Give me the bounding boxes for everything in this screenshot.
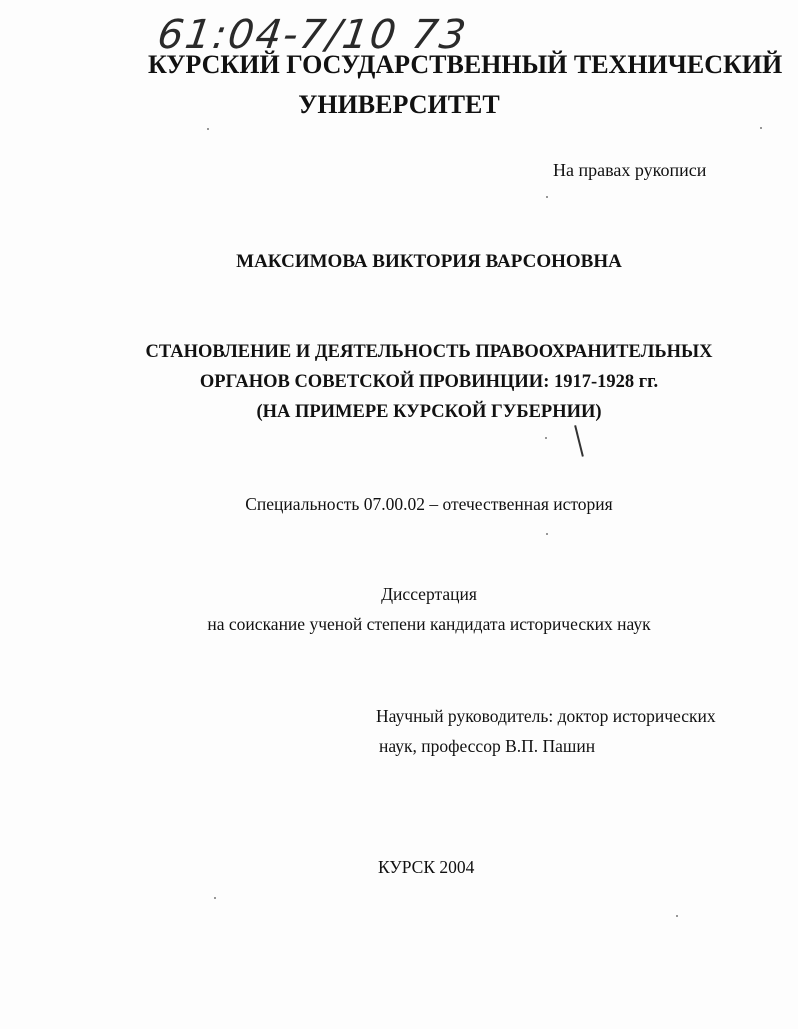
scan-speck (676, 915, 678, 917)
thesis-title-line1: СТАНОВЛЕНИЕ И ДЕЯТЕЛЬНОСТЬ ПРАВООХРАНИТЕЛЬНЫХ (145, 342, 713, 362)
degree-purpose-line: на соискание ученой степени кандидата исторических наук (207, 614, 651, 634)
university-name-line2: УНИВЕРСИТЕТ (298, 90, 500, 119)
pen-stroke-mark (574, 425, 583, 456)
scan-speck (214, 897, 216, 899)
supervisor-line1: Научный руководитель: доктор исторических (376, 706, 716, 726)
scan-speck (545, 437, 547, 439)
supervisor-line2: наук, профессор В.П. Пашин (379, 736, 596, 756)
scan-speck (546, 196, 548, 198)
handwritten-catalog-code: 61:04-7/10 73 (154, 12, 471, 58)
dissertation-label: Диссертация (381, 584, 477, 604)
university-name-line1: КУРСКИЙ ГОСУДАРСТВЕННЫЙ ТЕХНИЧЕСКИЙ (148, 50, 783, 79)
scan-speck (207, 128, 209, 130)
scan-speck (760, 127, 762, 129)
author-name: МАКСИМОВА ВИКТОРИЯ ВАРСОНОВНА (236, 251, 622, 272)
specialty-line: Специальность 07.00.02 – отечественная история (245, 494, 613, 514)
rights-note: На правах рукописи (553, 160, 707, 180)
scan-speck (546, 533, 548, 535)
thesis-title-line2: ОРГАНОВ СОВЕТСКОЙ ПРОВИНЦИИ: 1917-1928 гг. (199, 372, 659, 392)
thesis-title-line3: (НА ПРИМЕРЕ КУРСКОЙ ГУБЕРНИИ) (256, 402, 602, 422)
city-year: КУРСК 2004 (378, 857, 475, 877)
